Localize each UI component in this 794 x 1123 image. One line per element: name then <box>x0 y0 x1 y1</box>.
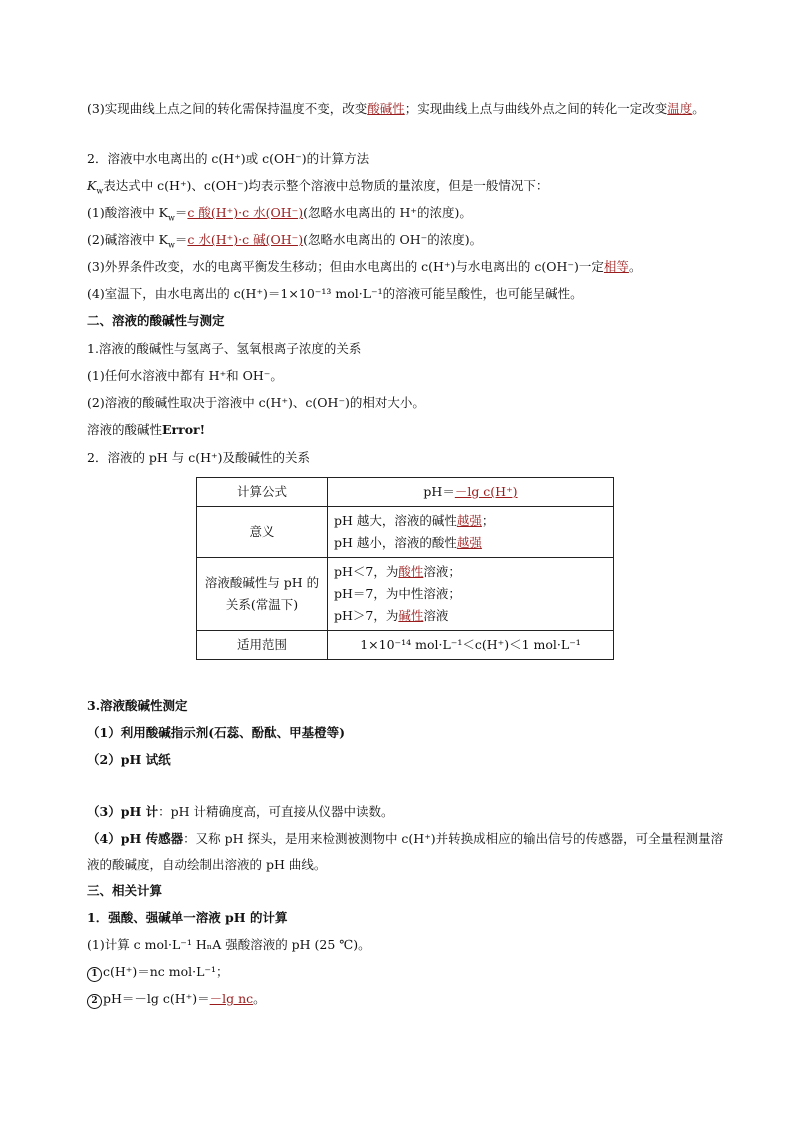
section-title-two: 二、溶液的酸碱性与测定 <box>87 313 225 328</box>
item-1: (1)任何水溶液中都有 H⁺和 OH⁻。 <box>87 368 283 383</box>
table-cell-value: 1×10⁻¹⁴ mol·L⁻¹＜c(H⁺)＜1 mol·L⁻¹ <box>328 631 614 660</box>
paragraph-3: (3)实现曲线上点之间的转化需保持温度不变，改变酸碱性；实现曲线上点与曲线外点之间的转化一定改变温度。 <box>87 101 705 116</box>
table-cell-value: pH 越大，溶液的碱性越强； pH 越小，溶液的酸性越强 <box>328 507 614 558</box>
subheading-1: 1.溶液的酸碱性与氢离子、氢氧根离子浓度的关系 <box>87 341 362 356</box>
subheading-2: 2．溶液的 pH 与 c(H⁺)及酸碱性的关系 <box>87 450 311 465</box>
kw-expression-note: $K_w$表达式中 c(H⁺)、c(OH⁻)均表示整个溶液中总物质的量浓度，但是一般情况下： <box>87 178 549 196</box>
calc-heading-1: 1．强酸、强碱单一溶液 pH 的计算 <box>87 910 288 925</box>
measure-item-1: （1）利用酸碱指示剂(石蕊、酚酞、甲基橙等) <box>87 725 346 740</box>
circled-number-two: 2 <box>87 994 102 1009</box>
acidity-error-line: 溶液的酸碱性Error! <box>87 422 206 437</box>
measure-item-2: （2）pH 试纸 <box>87 752 171 767</box>
measure-item-3: （3）pH 计：pH 计精确度高，可直接从仪器中读数。 <box>87 804 394 819</box>
table-row <box>197 507 614 558</box>
table-cell-label: 溶液酸碱性与 pH 的关系(常温下) <box>197 558 328 631</box>
table-cell-label: 适用范围 <box>197 631 328 660</box>
item-2: (2)溶液的酸碱性取决于溶液中 c(H⁺)、c(OH⁻)的相对大小。 <box>87 395 425 410</box>
table-row <box>197 558 614 631</box>
subheading-3: 3.溶液酸碱性测定 <box>87 698 188 713</box>
circled-number-one: 1 <box>87 967 102 982</box>
measure-item-4: （4）pH 传感器：又称 pH 探头，是用来检测被测物中 c(H⁺)并转换成相应的输出信号的传感器，可全量程测量溶液的酸碱度，自动绘制出溶液的 pH 曲线。 <box>87 831 724 872</box>
room-temperature-note: (4)室温下，由水电离出的 c(H⁺)＝1×10⁻¹³ mol·L⁻¹的溶液可能呈酸性，也可能呈碱性。 <box>87 286 583 301</box>
table-cell-label: 意义 <box>197 507 328 558</box>
acid-solution-kw: (1)酸溶液中 $K_w=c$ 酸(H⁺)·c 水(OH⁻)(忽略水电离出的 H⁺的浓度)。 <box>87 205 472 223</box>
base-solution-kw: (2)碱溶液中 $K_w=c$ 水(H⁺)·c 碱(OH⁻)(忽略水电离出的 OH⁻的浓度)。 <box>87 232 483 250</box>
calc-step-2: 2 pH＝－lg c(H⁺)＝－lg nc。 <box>87 990 724 1009</box>
table-row <box>197 631 614 660</box>
section-heading-2: 2．溶液中水电离出的 c(H⁺)或 c(OH⁻)的计算方法 <box>87 151 370 166</box>
section-title-three: 三、相关计算 <box>87 883 163 898</box>
equilibrium-shift-note: (3)外界条件改变，水的电离平衡发生移动；但由水电离出的 c(H⁺)与水电离出的 c(OH⁻)一定相等。 <box>87 259 642 274</box>
ph-relation-table <box>196 477 614 660</box>
table-cell-value: pH＜7，为酸性溶液； pH＝7，为中性溶液； pH＞7，为碱性溶液 <box>328 558 614 631</box>
table-cell-label: 计算公式 <box>197 478 328 507</box>
calc-step-1: 1 c(H⁺)＝nc mol·L⁻¹； <box>87 963 724 982</box>
calc-item-1: (1)计算 c mol·L⁻¹ HₙA 强酸溶液的 pH (25 ℃)。 <box>87 937 371 952</box>
table-row <box>197 478 614 507</box>
table-cell-value: pH＝－lg c(H⁺) <box>328 478 614 507</box>
